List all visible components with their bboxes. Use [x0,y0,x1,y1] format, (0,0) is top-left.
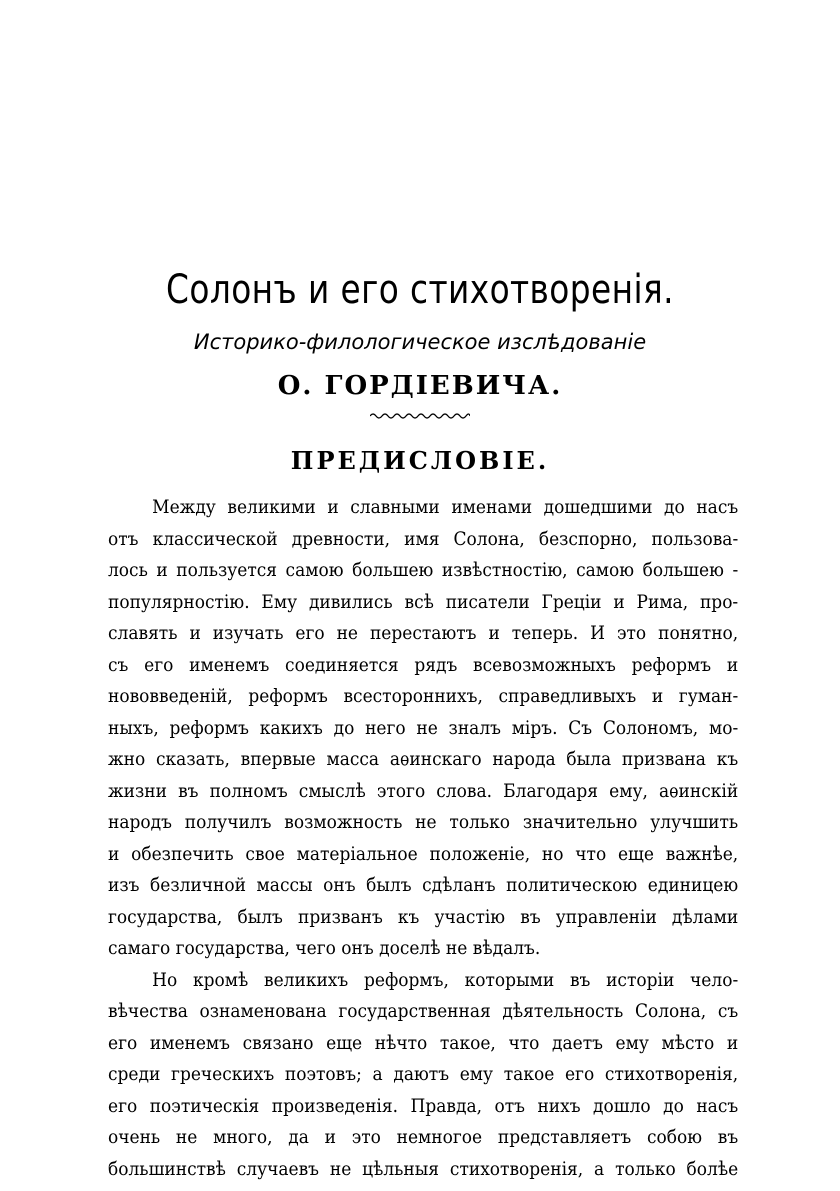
author-name: О. ГОРДІЕВИЧА. [277,371,563,401]
section-heading: ПРЕДИСЛОВІЕ. [290,446,550,475]
text-line: изъ безличной массы онъ былъ сдѣланъ политическою единицею [108,875,739,896]
subtitle: Историко-филологическое изслѣдованіе [193,330,647,354]
wavy-rule-ornament [370,410,470,420]
text-line: жно сказать, впервые масса аѳинскаго народа была призвана къ [108,749,739,770]
text-line: самаго государства, чего онъ доселѣ не вѣдалъ. [108,938,541,959]
text-line: отъ классической древности, имя Солона, безспорно, пользова- [108,528,739,550]
text-line: большинствѣ случаевъ не цѣльныя стихотворенія, а только болѣе [108,1158,739,1180]
text-line: государства, былъ призванъ къ участію въ управленіи дѣлами [108,906,739,928]
text-line: жизни въ полномъ смыслѣ этого слова. Благодаря ему, аѳинскій [108,780,739,802]
text-line: среди греческихъ поэтовъ; а даютъ ему такое его стихотворенія, [108,1064,739,1085]
text-line: славять и изучать его не перестаютъ и теперь. И это понятно, [108,623,739,644]
text-line: вѣчества ознаменована государственная дѣятельность Солона, съ [108,1001,739,1022]
text-line: популярностію. Ему дивились всѣ писатели Греціи и Рима, про- [108,591,739,613]
text-line: Но кромѣ великихъ реформъ, которыми въ исторіи чело- [152,969,739,991]
text-line: народъ получилъ возможность не только значительно улучшить [108,812,739,833]
text-line: Между великими и славными именами дошедшими до насъ [152,497,739,518]
body-text [108,492,738,1185]
text-line: его именемъ связано еще нѣчто такое, что даетъ ему мѣсто и [108,1032,739,1054]
text-line: очень не много, да и это немногое представляетъ собою въ [108,1127,739,1148]
text-line: лось и пользуется самою большею извѣстностію, самою большею - [108,560,739,581]
text-line: его поэтическія произведенія. Правда, отъ нихъ дошло до насъ [108,1095,739,1117]
text-line: ныхъ, реформъ какихъ до него не зналъ міръ. Съ Солономъ, мо- [108,717,739,739]
page-title: Солонъ и его стихотворенія. [166,267,674,313]
text-line: и обезпечить свое матеріальное положеніе, но что еще важнѣе, [108,843,739,865]
text-line: нововведеній, реформъ всестороннихъ, справедливыхъ и гуман- [108,686,739,707]
text-line: съ его именемъ соединяется рядъ всевозможныхъ реформъ и [108,654,739,676]
